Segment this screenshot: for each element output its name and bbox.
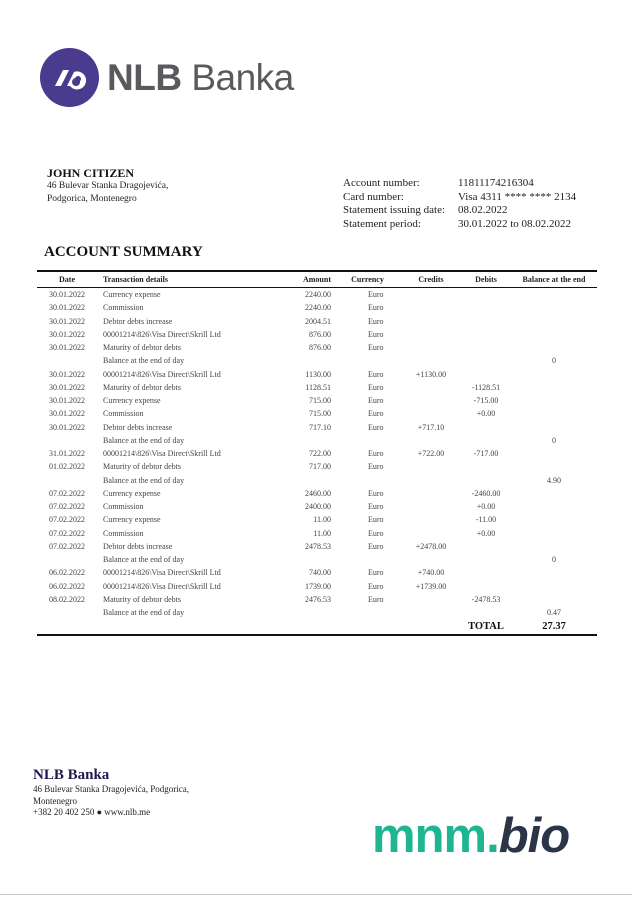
cell-amount <box>293 474 334 487</box>
cell-debit: -11.00 <box>475 515 497 525</box>
cell-details: Debtor debts increase <box>103 422 173 432</box>
cell-credit <box>401 460 461 473</box>
cell-debit <box>461 566 511 579</box>
cell-date: 30.01.2022 <box>49 303 85 313</box>
table-row <box>37 593 597 606</box>
cell-currency: Euro <box>368 382 384 392</box>
cell-details: Commission <box>103 409 144 419</box>
cell-balance <box>511 301 597 314</box>
cell-balance <box>511 487 597 500</box>
value: 30.01.2022 to 08.02.2022 <box>458 217 572 230</box>
cell-currency <box>334 434 401 447</box>
cell-debit: -1128.51 <box>471 382 501 392</box>
cell-date: 07.02.2022 <box>49 502 85 512</box>
cell-balance <box>511 421 597 434</box>
table-row <box>37 328 597 341</box>
value: Visa 4311 **** **** 2134 <box>458 190 577 203</box>
cell-credit <box>401 593 461 606</box>
watermark: mnm.bio <box>372 809 570 863</box>
cell-amount: 1128.51 <box>305 382 331 392</box>
cell-credit <box>401 394 461 407</box>
cell-currency: Euro <box>368 422 384 432</box>
footer-bank-name: NLB Banka <box>33 767 110 783</box>
cell-debit: +0.00 <box>476 528 496 538</box>
statement-period-row <box>343 218 576 232</box>
table-row <box>37 288 597 302</box>
section-title: ACCOUNT SUMMARY <box>44 244 203 260</box>
table-row <box>37 394 597 407</box>
header-details: Transaction details <box>97 271 293 288</box>
cell-credit <box>401 513 461 526</box>
cell-balance <box>511 580 597 593</box>
cell-date: 07.02.2022 <box>49 541 85 551</box>
cell-debit <box>461 421 511 434</box>
cell-debit <box>461 553 511 566</box>
cell-balance <box>511 540 597 553</box>
value: 11811174216304 <box>458 177 534 189</box>
cell-details: 00001214\826\Visa Direct\Skrill Ltd <box>103 568 221 578</box>
cell-details: Balance at the end of day <box>103 356 185 366</box>
cell-amount: 2004.51 <box>305 316 331 326</box>
balance-row <box>37 606 597 619</box>
cell-currency: Euro <box>368 515 384 525</box>
table-row <box>37 540 597 553</box>
cell-date: 07.02.2022 <box>49 528 85 538</box>
cell-balance <box>511 566 597 579</box>
cell-date <box>37 434 97 447</box>
cell-credit: +2478.00 <box>415 541 447 551</box>
cell-credit <box>401 527 461 540</box>
cell-credit <box>401 315 461 328</box>
cell-amount: 2240.00 <box>305 290 331 300</box>
label: Card number: <box>343 190 404 203</box>
cell-balance <box>511 527 597 540</box>
header-date: Date <box>37 271 97 288</box>
cell-credit <box>401 487 461 500</box>
customer-address-line2: Podgorica, Montenegro <box>47 194 137 204</box>
cell-balance <box>511 447 597 460</box>
header-balance: Balance at the end <box>511 271 597 288</box>
cell-date <box>37 474 97 487</box>
cell-debit: -715.00 <box>473 396 499 406</box>
header-currency: Currency <box>334 271 401 288</box>
cell-date: 30.01.2022 <box>49 343 85 353</box>
cell-details: Maturity of debtor debts <box>103 343 181 353</box>
cell-details: Balance at the end of day <box>103 555 185 565</box>
cell-currency: Euro <box>368 502 384 512</box>
cell-amount: 1130.00 <box>305 369 331 379</box>
cell-currency: Euro <box>368 343 384 353</box>
cell-details: 00001214\826\Visa Direct\Skrill Ltd <box>103 369 221 379</box>
table-header <box>37 271 597 288</box>
cell-date: 30.01.2022 <box>49 316 85 326</box>
cell-amount: 876.00 <box>309 343 331 353</box>
cell-debit <box>461 341 511 354</box>
table-row <box>37 527 597 540</box>
cell-date: 30.01.2022 <box>49 369 85 379</box>
cell-debit <box>461 288 511 302</box>
label: Account number: <box>343 177 420 189</box>
cell-credit: +717.10 <box>417 422 445 432</box>
cell-details: Currency expense <box>103 515 161 525</box>
balance-row <box>37 354 597 367</box>
balance-row <box>37 434 597 447</box>
cell-date: 01.02.2022 <box>49 462 85 472</box>
cell-debit: -2460.00 <box>471 488 501 498</box>
cell-credit <box>401 474 461 487</box>
cell-amount: 740.00 <box>309 568 331 578</box>
cell-balance: 0 <box>552 555 556 565</box>
transactions-table <box>37 270 597 636</box>
cell-debit <box>461 354 511 367</box>
nlb-logo-mark-icon <box>40 48 99 107</box>
table-row <box>37 500 597 513</box>
cell-currency: Euro <box>368 541 384 551</box>
cell-amount: 717.10 <box>309 422 331 432</box>
cell-credit: +722.00 <box>417 449 445 459</box>
cell-currency: Euro <box>368 316 384 326</box>
balance-row <box>37 553 597 566</box>
cell-details: Balance at the end of day <box>103 435 185 445</box>
cell-amount: 876.00 <box>309 329 331 339</box>
table-row <box>37 566 597 579</box>
cell-date: 30.01.2022 <box>49 290 85 300</box>
cell-details: Maturity of debtor debts <box>103 462 181 472</box>
header-credits: Credits <box>401 271 461 288</box>
cell-date: 30.01.2022 <box>49 396 85 406</box>
cell-details: Commission <box>103 303 144 313</box>
cell-credit <box>401 434 461 447</box>
cell-details: 00001214\826\Visa Direct\Skrill Ltd <box>103 581 221 591</box>
cell-currency: Euro <box>368 594 384 604</box>
cell-amount: 722.00 <box>309 449 331 459</box>
cell-balance <box>511 593 597 606</box>
cell-credit: +1739.00 <box>415 581 447 591</box>
cell-balance: 0 <box>552 435 556 445</box>
cell-date: 31.01.2022 <box>49 449 85 459</box>
header-amount: Amount <box>293 271 334 288</box>
card-number-row <box>343 191 576 205</box>
cell-details: Currency expense <box>103 488 161 498</box>
cell-balance <box>511 328 597 341</box>
cell-date: 30.01.2022 <box>49 422 85 432</box>
cell-currency: Euro <box>368 369 384 379</box>
cell-credit <box>401 606 461 619</box>
customer-address-line1: 46 Bulevar Stanka Dragojevića, <box>47 181 169 191</box>
total-row <box>37 619 597 635</box>
cell-amount: 715.00 <box>309 396 331 406</box>
table-row <box>37 447 597 460</box>
table-row <box>37 301 597 314</box>
cell-amount: 1739.00 <box>305 581 331 591</box>
table-row <box>37 407 597 420</box>
cell-balance <box>511 315 597 328</box>
customer-block <box>47 167 168 206</box>
account-number-row <box>343 177 576 191</box>
total-value: 27.37 <box>511 619 597 635</box>
cell-currency: Euro <box>368 488 384 498</box>
cell-credit <box>401 407 461 420</box>
cell-details: Currency expense <box>103 290 161 300</box>
cell-amount: 2478.53 <box>305 541 331 551</box>
cell-balance <box>511 288 597 302</box>
cell-currency: Euro <box>368 303 384 313</box>
cell-amount <box>293 606 334 619</box>
page-divider <box>0 894 632 895</box>
cell-debit: -717.00 <box>473 449 499 459</box>
cell-debit <box>461 301 511 314</box>
customer-name: JOHN CITIZEN <box>47 166 135 180</box>
cell-amount: 11.00 <box>313 515 331 525</box>
cell-date: 08.02.2022 <box>49 594 85 604</box>
cell-amount <box>293 434 334 447</box>
cell-credit: +1130.00 <box>415 369 447 379</box>
cell-currency: Euro <box>368 449 384 459</box>
logo-text: NLB Banka <box>107 56 294 98</box>
cell-currency: Euro <box>368 396 384 406</box>
cell-amount: 2240.00 <box>305 303 331 313</box>
cell-details: Commission <box>103 502 144 512</box>
account-info <box>343 177 576 231</box>
table-row <box>37 460 597 473</box>
cell-amount: 715.00 <box>309 409 331 419</box>
cell-currency: Euro <box>368 528 384 538</box>
cell-balance <box>511 407 597 420</box>
cell-credit: +740.00 <box>417 568 445 578</box>
cell-date: 06.02.2022 <box>49 581 85 591</box>
table-row <box>37 487 597 500</box>
footer-address-line1: 46 Bulevar Stanka Dragojevića, Podgorica, <box>33 784 189 794</box>
cell-currency: Euro <box>368 409 384 419</box>
cell-currency <box>334 606 401 619</box>
cell-balance <box>511 341 597 354</box>
label: Statement period: <box>343 217 421 230</box>
cell-currency: Euro <box>368 568 384 578</box>
cell-date: 07.02.2022 <box>49 515 85 525</box>
cell-debit <box>461 474 511 487</box>
issuing-date-row <box>343 204 576 218</box>
cell-debit: +0.00 <box>476 502 496 512</box>
footer-contact: +382 20 402 250 ● www.nlb.me <box>33 807 151 817</box>
cell-details: Balance at the end of day <box>103 475 185 485</box>
cell-balance <box>511 368 597 381</box>
cell-amount <box>293 553 334 566</box>
footer <box>33 767 189 819</box>
table-row <box>37 580 597 593</box>
cell-currency: Euro <box>368 581 384 591</box>
total-label: TOTAL <box>461 619 511 635</box>
balance-row <box>37 474 597 487</box>
cell-currency <box>334 474 401 487</box>
cell-credit <box>401 341 461 354</box>
table-row <box>37 341 597 354</box>
cell-balance <box>511 381 597 394</box>
cell-date: 06.02.2022 <box>49 568 85 578</box>
cell-currency: Euro <box>368 329 384 339</box>
header-debits: Debits <box>461 271 511 288</box>
cell-date <box>37 354 97 367</box>
table-row <box>37 421 597 434</box>
cell-amount: 2460.00 <box>305 488 331 498</box>
cell-debit <box>461 580 511 593</box>
cell-balance <box>511 394 597 407</box>
cell-details: Debtor debts increase <box>103 541 173 551</box>
cell-currency: Euro <box>368 462 384 472</box>
cell-credit <box>401 328 461 341</box>
cell-balance <box>511 460 597 473</box>
cell-date <box>37 553 97 566</box>
cell-balance: 0.47 <box>547 608 561 618</box>
cell-credit <box>401 288 461 302</box>
footer-address-line2: Montenegro <box>33 795 77 806</box>
cell-details: Currency expense <box>103 396 161 406</box>
cell-debit <box>461 328 511 341</box>
cell-debit <box>461 460 511 473</box>
cell-debit <box>461 606 511 619</box>
cell-credit <box>401 301 461 314</box>
cell-debit: -2478.53 <box>471 594 501 604</box>
cell-debit: +0.00 <box>476 409 496 419</box>
cell-amount: 717.00 <box>309 462 331 472</box>
cell-details: Maturity of debtor debts <box>103 382 181 392</box>
cell-debit <box>461 315 511 328</box>
cell-balance <box>511 513 597 526</box>
cell-date: 30.01.2022 <box>49 329 85 339</box>
cell-amount <box>293 354 334 367</box>
cell-debit <box>461 368 511 381</box>
nlb-logo <box>40 48 294 107</box>
cell-details: Maturity of debtor debts <box>103 594 181 604</box>
cell-date: 30.01.2022 <box>49 382 85 392</box>
cell-currency <box>334 354 401 367</box>
cell-debit <box>461 434 511 447</box>
cell-details: Commission <box>103 528 144 538</box>
cell-date <box>37 606 97 619</box>
cell-date: 07.02.2022 <box>49 488 85 498</box>
cell-currency <box>334 553 401 566</box>
cell-credit <box>401 553 461 566</box>
cell-balance: 0 <box>552 356 556 366</box>
table-body <box>37 288 597 620</box>
table-row <box>37 368 597 381</box>
cell-amount: 11.00 <box>313 528 331 538</box>
cell-currency: Euro <box>368 290 384 300</box>
cell-credit <box>401 381 461 394</box>
label: Statement issuing date: <box>343 204 446 216</box>
cell-details: Balance at the end of day <box>103 608 185 618</box>
cell-details: 00001214\826\Visa Direct\Skrill Ltd <box>103 329 221 339</box>
cell-amount: 2400.00 <box>305 502 331 512</box>
cell-balance: 4.90 <box>547 475 561 485</box>
table-row <box>37 315 597 328</box>
cell-debit <box>461 540 511 553</box>
cell-credit <box>401 500 461 513</box>
cell-balance <box>511 500 597 513</box>
cell-amount: 2476.53 <box>305 594 331 604</box>
cell-date: 30.01.2022 <box>49 409 85 419</box>
cell-details: 00001214\826\Visa Direct\Skrill Ltd <box>103 449 221 459</box>
value: 08.02.2022 <box>458 204 508 216</box>
table-row <box>37 381 597 394</box>
table-row <box>37 513 597 526</box>
cell-credit <box>401 354 461 367</box>
cell-details: Debtor debts increase <box>103 316 173 326</box>
